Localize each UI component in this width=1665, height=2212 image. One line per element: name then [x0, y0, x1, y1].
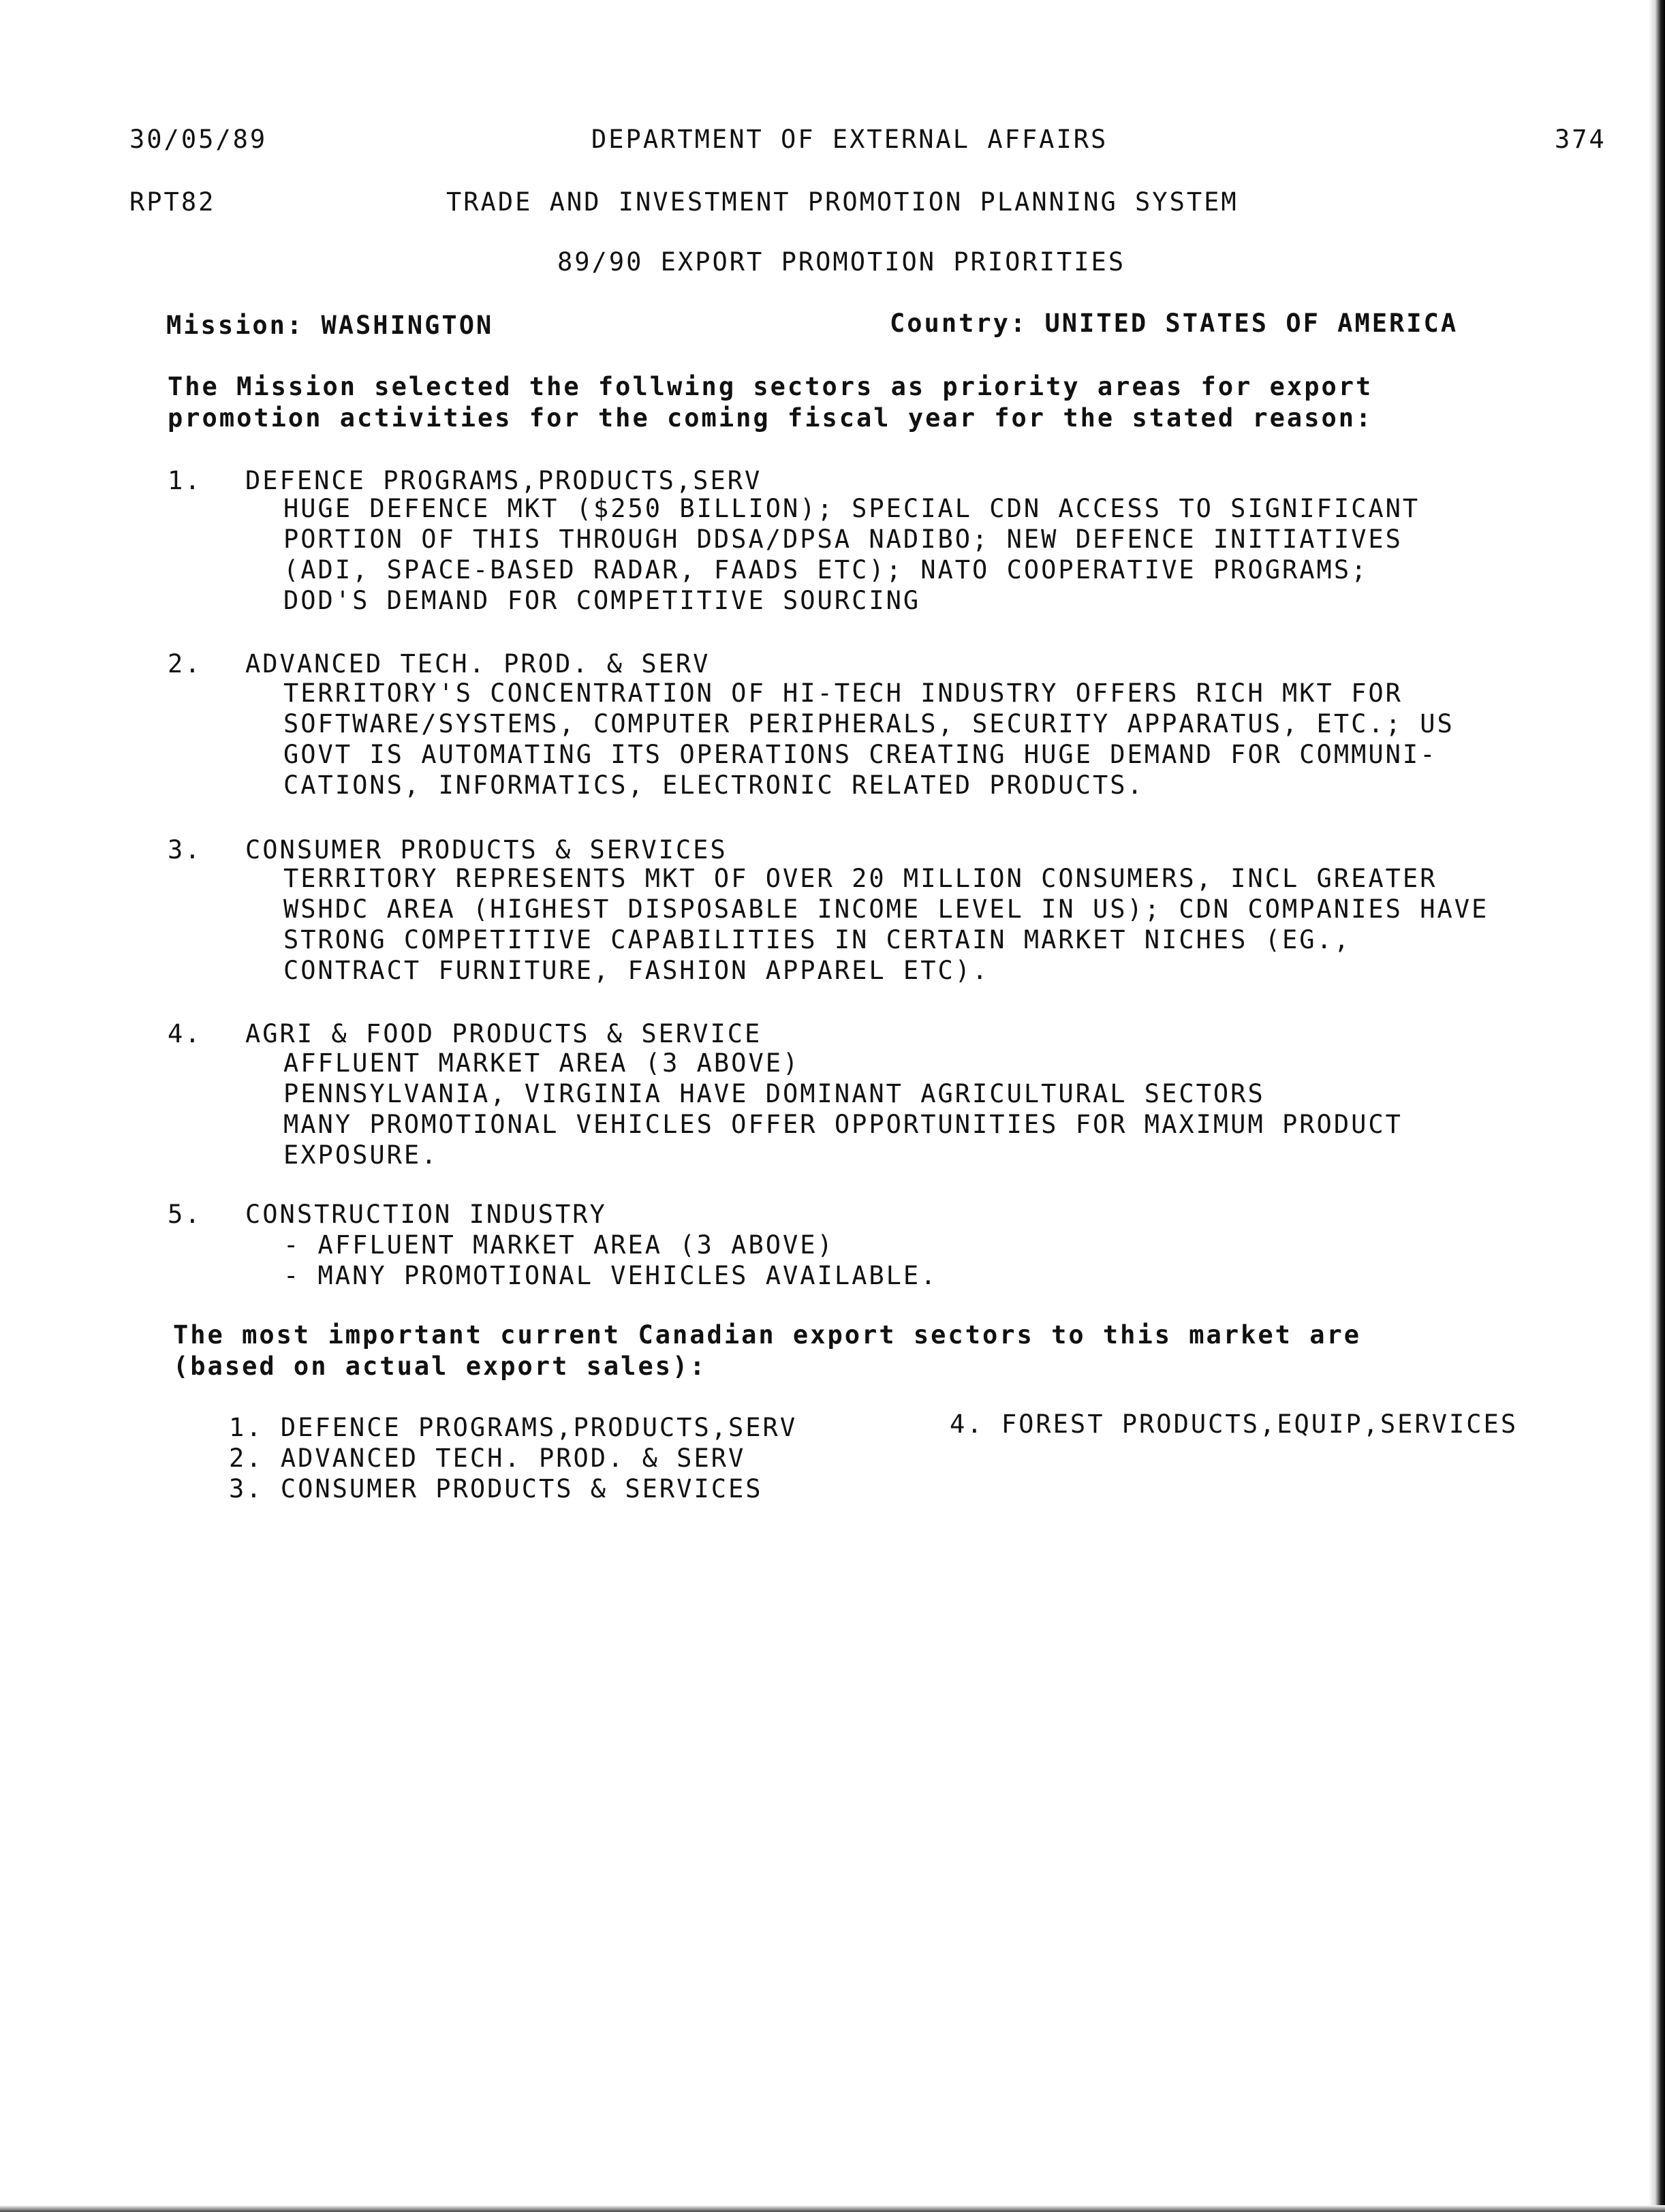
priority-text-line: HUGE DEFENCE MKT ($250 BILLION); SPECIAL CDN ACCESS TO SIGNIFICANT: [283, 494, 1420, 523]
priority-text-line: WSHDC AREA (HIGHEST DISPOSABLE INCOME LEVEL IN US); CDN COMPANIES HAVE: [283, 894, 1489, 924]
priority-number: 1.: [168, 466, 202, 495]
priority-text-line: DOD'S DEMAND FOR COMPETITIVE SOURCING: [283, 586, 921, 615]
sector-item: 1. DEFENCE PROGRAMS,PRODUCTS,SERV: [229, 1413, 798, 1442]
priority-text-line: - AFFLUENT MARKET AREA (3 ABOVE): [283, 1230, 835, 1260]
priority-text-line: PORTION OF THIS THROUGH DDSA/DPSA NADIBO; NEW DEFENCE INITIATIVES: [283, 525, 1403, 554]
scan-edge-shadow: [1649, 0, 1665, 2212]
priority-text-line: TERRITORY REPRESENTS MKT OF OVER 20 MILLION CONSUMERS, INCL GREATER: [283, 864, 1437, 893]
country-label: Country: UNITED STATES OF AMERICA: [890, 309, 1459, 338]
department-name: DEPARTMENT OF EXTERNAL AFFAIRS: [591, 125, 1108, 154]
intro-line: promotion activities for the coming fiscal year for the stated reason:: [168, 403, 1373, 433]
priority-title: CONSTRUCTION INDUSTRY: [245, 1200, 607, 1229]
priority-text-line: STRONG COMPETITIVE CAPABILITIES IN CERTAIN MARKET NICHES (EG.,: [283, 925, 1352, 954]
priority-title: CONSUMER PRODUCTS & SERVICES: [245, 835, 728, 864]
intro-line: The Mission selected the follwing sectors as priority areas for export: [168, 372, 1373, 401]
priority-text-line: - MANY PROMOTIONAL VEHICLES AVAILABLE.: [283, 1261, 938, 1290]
mission-label: Mission: WASHINGTON: [166, 311, 494, 340]
priority-text-line: PENNSYLVANIA, VIRGINIA HAVE DOMINANT AGRICULTURAL SECTORS: [283, 1079, 1265, 1108]
report-subtitle: 89/90 EXPORT PROMOTION PRIORITIES: [557, 247, 1126, 277]
priority-number: 5.: [168, 1200, 202, 1229]
priority-text-line: TERRITORY'S CONCENTRATION OF HI-TECH INDUSTRY OFFERS RICH MKT FOR: [283, 679, 1403, 708]
priority-title: DEFENCE PROGRAMS,PRODUCTS,SERV: [245, 466, 762, 495]
priority-text-line: (ADI, SPACE-BASED RADAR, FAADS ETC); NATO COOPERATIVE PROGRAMS;: [283, 555, 1369, 585]
sectors-intro-line: (based on actual export sales):: [173, 1352, 707, 1381]
page-number: 374: [1555, 125, 1606, 154]
priority-text-line: MANY PROMOTIONAL VEHICLES OFFER OPPORTUNITIES FOR MAXIMUM PRODUCT: [283, 1110, 1403, 1139]
priority-number: 4.: [168, 1019, 202, 1048]
priority-text-line: CATIONS, INFORMATICS, ELECTRONIC RELATED PRODUCTS.: [283, 770, 1145, 800]
sectors-intro-line: The most important current Canadian export sectors to this market are: [173, 1320, 1362, 1350]
priority-text-line: CONTRACT FURNITURE, FASHION APPAREL ETC).: [283, 956, 990, 985]
priority-title: ADVANCED TECH. PROD. & SERV: [245, 649, 711, 679]
priority-number: 3.: [168, 835, 202, 864]
report-id: RPT82: [129, 187, 216, 217]
sector-item: 4. FOREST PRODUCTS,EQUIP,SERVICES: [950, 1409, 1519, 1439]
priority-text-line: AFFLUENT MARKET AREA (3 ABOVE): [283, 1048, 800, 1078]
sector-item: 3. CONSUMER PRODUCTS & SERVICES: [229, 1474, 763, 1504]
report-date: 30/05/89: [129, 125, 268, 154]
priority-number: 2.: [168, 649, 202, 679]
system-name: TRADE AND INVESTMENT PROMOTION PLANNING SYSTEM: [446, 187, 1239, 217]
priority-text-line: EXPOSURE.: [283, 1140, 439, 1170]
priority-text-line: SOFTWARE/SYSTEMS, COMPUTER PERIPHERALS, SECURITY APPARATUS, ETC.; US: [283, 709, 1454, 738]
sector-item: 2. ADVANCED TECH. PROD. & SERV: [229, 1444, 746, 1473]
priority-text-line: GOVT IS AUTOMATING ITS OPERATIONS CREATING HUGE DEMAND FOR COMMUNI-: [283, 740, 1437, 769]
scan-bottom-shadow: [0, 2205, 1665, 2212]
priority-title: AGRI & FOOD PRODUCTS & SERVICE: [245, 1019, 762, 1048]
